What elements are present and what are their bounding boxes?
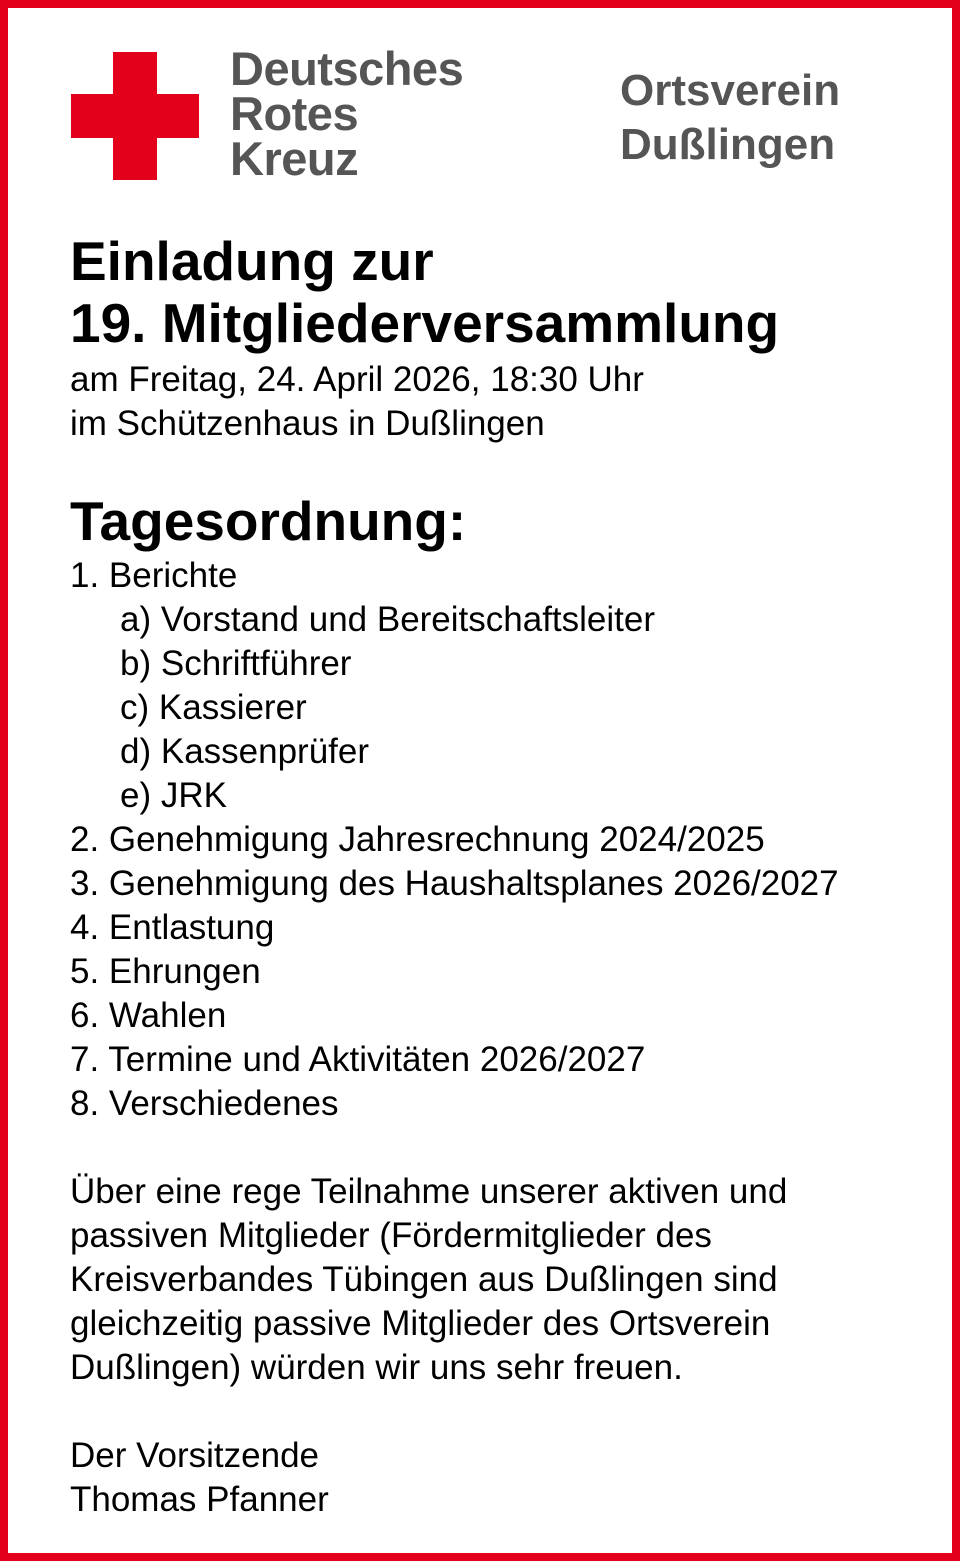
agenda-item: 7. Termine und Aktivitäten 2026/2027	[70, 1040, 646, 1079]
invitation-title-line2: 19. Mitgliederversammlung	[70, 292, 780, 354]
agenda-item: 4. Entlastung	[70, 908, 275, 947]
agenda-item: 1. Berichte	[70, 556, 238, 595]
agenda-item: 2. Genehmigung Jahresrechnung 2024/2025	[70, 820, 765, 859]
closing-line: Kreisverbandes Tübingen aus Dußlingen sind	[70, 1260, 778, 1299]
chapter-name	[620, 64, 840, 172]
logo-line: Rotes	[230, 87, 359, 140]
closing-line: gleichzeitig passive Mitglieder des Ortsverein	[70, 1304, 771, 1343]
agenda-item: 6. Wahlen	[70, 996, 227, 1035]
logo-line: Deutsches	[230, 42, 464, 95]
document-body	[70, 230, 932, 1522]
closing-paragraph	[70, 1170, 932, 1390]
agenda-subitem: e) JRK	[120, 776, 227, 815]
agenda-subitem: a) Vorstand und Bereitschaftsleiter	[120, 600, 656, 639]
red-cross-logo-icon	[71, 52, 199, 180]
agenda-item: 5. Ehrungen	[70, 952, 261, 991]
signature-name: Thomas Pfanner	[70, 1480, 329, 1519]
meeting-location: im Schützenhaus in Dußlingen	[70, 404, 545, 443]
signature-block	[70, 1434, 932, 1522]
closing-line: Über eine rege Teilnahme unserer aktiven und	[70, 1172, 788, 1211]
signature-role: Der Vorsitzende	[70, 1436, 320, 1475]
meeting-date: am Freitag, 24. April 2026, 18:30 Uhr	[70, 360, 644, 399]
agenda-subitem: b) Schriftführer	[120, 644, 352, 683]
closing-line: passiven Mitglieder (Fördermitglieder des	[70, 1216, 712, 1255]
chapter-line: Ortsverein	[620, 66, 841, 115]
chapter-line: Dußlingen	[620, 120, 836, 169]
agenda-item: 3. Genehmigung des Haushaltsplanes 2026/2027	[70, 864, 839, 903]
agenda-heading: Tagesordnung:	[70, 490, 467, 552]
agenda-list	[70, 554, 932, 1126]
logo-line: Kreuz	[230, 132, 359, 185]
organization-logo-text	[230, 42, 464, 185]
invitation-title-line1: Einladung zur	[70, 230, 434, 292]
agenda-subitem: d) Kassenprüfer	[120, 732, 370, 771]
closing-line: Dußlingen) würden wir uns sehr freuen.	[70, 1348, 683, 1387]
agenda-item: 8. Verschiedenes	[70, 1084, 339, 1123]
agenda-subitem: c) Kassierer	[120, 688, 307, 727]
